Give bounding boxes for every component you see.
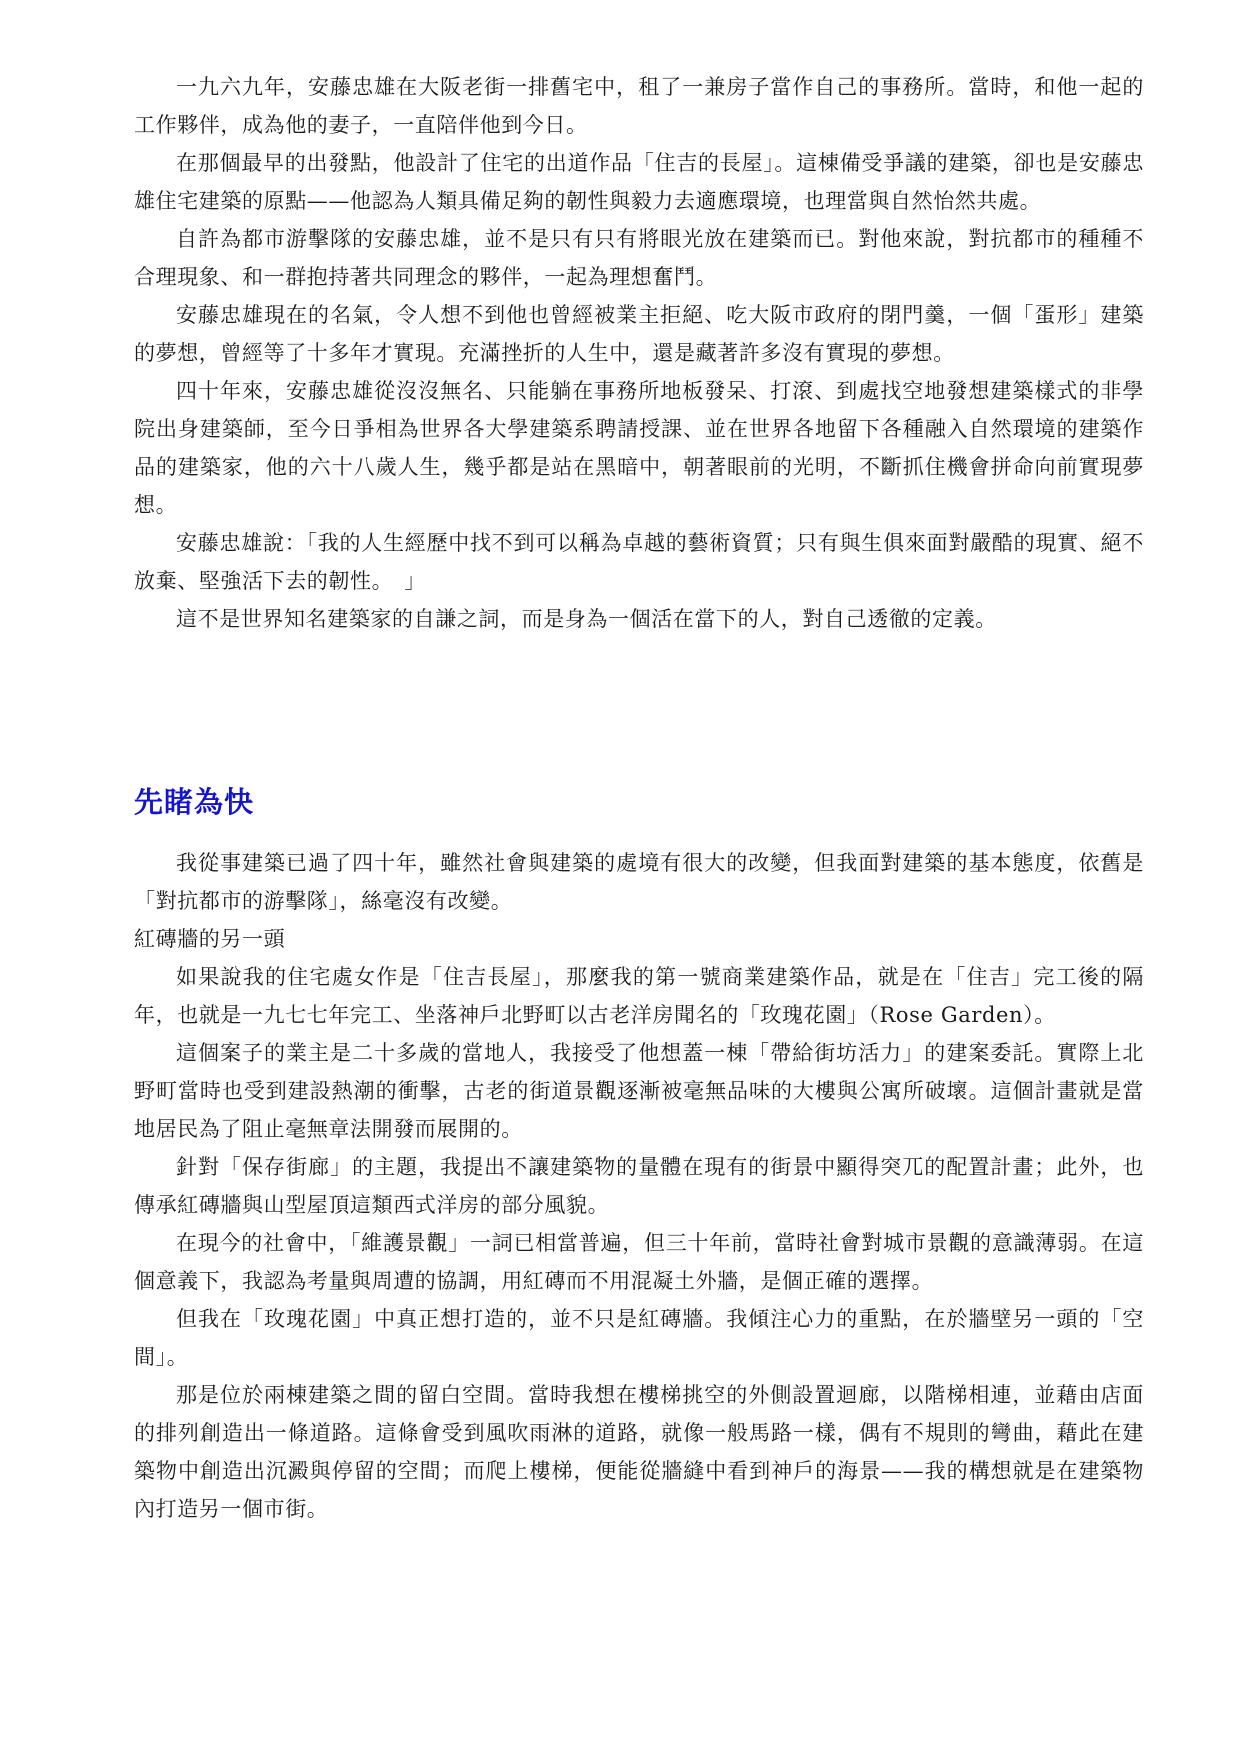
paragraph: 這個案子的業主是二十多歲的當地人，我接受了他想蓋一棟「帶給街坊活力」的建案委託。實際上北野町當時也受到建設熱潮的衝擊，古老的街道景觀逐漸被毫無品味的大樓與公寓所破壞。這個計畫就是當地居民為了阻止毫無章法開發而展開的。 bbox=[134, 1041, 1144, 1141]
section-biography bbox=[134, 68, 1144, 638]
paragraph: 但我在「玫瑰花園」中真正想打造的，並不只是紅磚牆。我傾注心力的重點，在於牆壁另一頭的「空間」。 bbox=[134, 1307, 1144, 1369]
paragraph: 那是位於兩棟建築之間的留白空間。當時我想在樓梯挑空的外側設置迴廊，以階梯相連，並藉由店面的排列創造出一條道路。這條會受到風吹雨淋的道路，就像一般馬路一樣，偶有不規則的彎曲，藉此在建築物中創造出沉澱與停留的空間；而爬上樓梯，便能從牆縫中看到神戶的海景——我的構想就是在建築物內打造另一個市街。 bbox=[134, 1383, 1144, 1521]
section-preview bbox=[134, 782, 1144, 822]
paragraph: 四十年來，安藤忠雄從沒沒無名、只能躺在事務所地板發呆、打滾、到處找空地發想建築樣式的非學院出身建築師，至今日爭相為世界各大學建築系聘請授課、並在世界各地留下各種融入自然環境的建築作品的建築家，他的六十八歲人生，幾乎都是站在黑暗中，朝著眼前的光明，不斷抓住機會拼命向前實現夢想。 bbox=[134, 379, 1144, 517]
section-preview-body bbox=[134, 844, 1144, 1528]
paragraph: 安藤忠雄說：「我的人生經歷中找不到可以稱為卓越的藝術資質；只有與生俱來面對嚴酷的現實、絕不放棄、堅強活下去的韌性。 」 bbox=[134, 531, 1144, 593]
paragraph: 一九六九年，安藤忠雄在大阪老街一排舊宅中，租了一兼房子當作自己的事務所。當時，和他一起的工作夥伴，成為他的妻子，一直陪伴他到今日。 bbox=[134, 75, 1144, 137]
subheading: 紅磚牆的另一頭 bbox=[134, 927, 286, 951]
paragraph: 在現今的社會中，「維護景觀」一詞已相當普遍，但三十年前，當時社會對城市景觀的意識薄弱。在這個意義下，我認為考量與周遭的協調，用紅磚而不用混凝土外牆，是個正確的選擇。 bbox=[134, 1231, 1144, 1293]
paragraph: 針對「保存街廊」的主題，我提出不讓建築物的量體在現有的街景中顯得突兀的配置計畫；此外，也傳承紅磚牆與山型屋頂這類西式洋房的部分風貌。 bbox=[134, 1155, 1144, 1217]
paragraph: 這不是世界知名建築家的自謙之詞，而是身為一個活在當下的人，對自己透徹的定義。 bbox=[176, 607, 997, 631]
paragraph: 如果說我的住宅處女作是「住吉長屋」，那麼我的第一號商業建築作品，就是在「住吉」完工後的隔年，也就是一九七七年完工、坐落神戶北野町以古老洋房聞名的「玫瑰花園」（Rose Garden）。 bbox=[134, 965, 1144, 1027]
paragraph: 在那個最早的出發點，他設計了住宅的出道作品「住吉的長屋」。這棟備受爭議的建築，卻也是安藤忠雄住宅建築的原點——他認為人類具備足夠的韌性與毅力去適應環境，也理當與自然怡然共處。 bbox=[134, 151, 1144, 213]
paragraph: 自許為都市游擊隊的安藤忠雄，並不是只有只有將眼光放在建築而已。對他來說，對抗都市的種種不合理現象、和一群抱持著共同理念的夥伴，一起為理想奮鬥。 bbox=[134, 227, 1144, 289]
section-heading: 先睹為快 bbox=[134, 785, 255, 819]
paragraph: 我從事建築已過了四十年，雖然社會與建築的處境有很大的改變，但我面對建築的基本態度，依舊是「對抗都市的游擊隊」，絲毫沒有改變。 bbox=[134, 851, 1144, 913]
paragraph: 安藤忠雄現在的名氣，令人想不到他也曾經被業主拒絕、吃大阪市政府的閉門羹，一個「蛋形」建築的夢想，曾經等了十多年才實現。充滿挫折的人生中，還是藏著許多沒有實現的夢想。 bbox=[134, 303, 1144, 365]
